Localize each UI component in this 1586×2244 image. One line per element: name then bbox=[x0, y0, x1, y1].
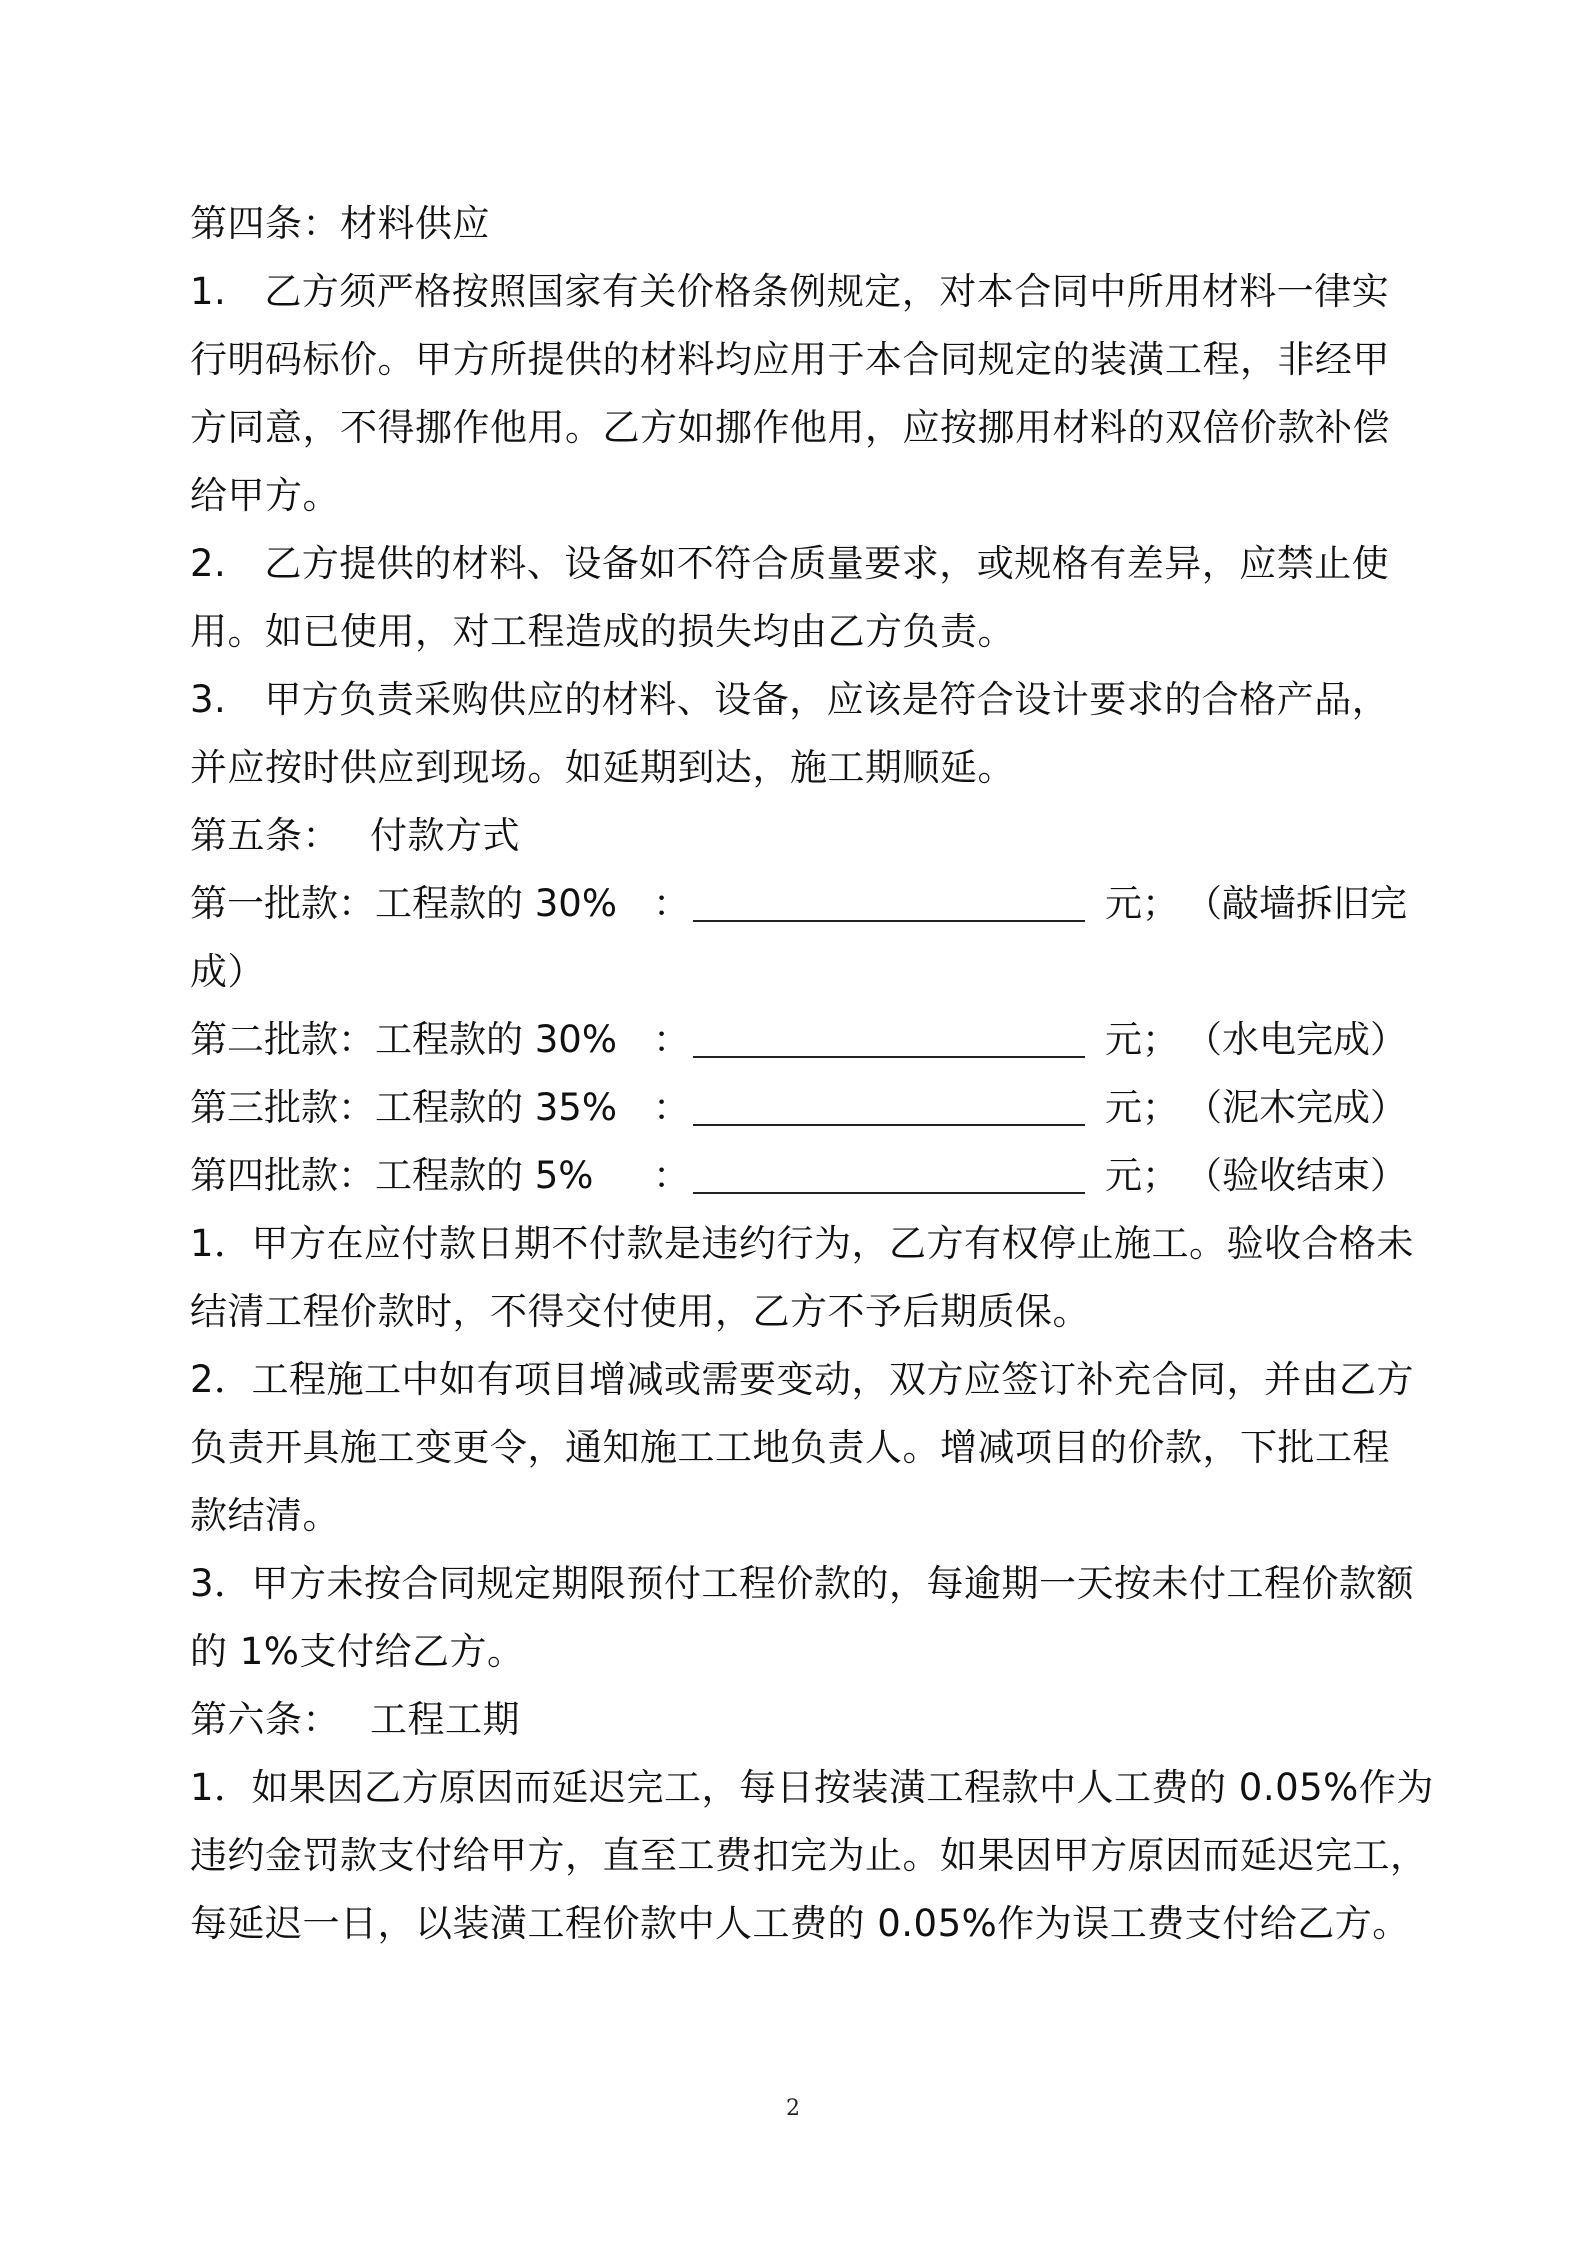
article-5-item-1-line-1: 1．甲方在应付款日期不付款是违约行为，乙方有权停止施工。验收合格未 bbox=[190, 1222, 1415, 1265]
payment-label: 第四批款：工程款的 5% bbox=[190, 1154, 594, 1197]
article-5-item-2-line-3: 款结清。 bbox=[190, 1494, 340, 1537]
payment-row-1-note-continued: 成） bbox=[190, 950, 265, 993]
payment-colon: ： bbox=[653, 1154, 690, 1197]
payment-row-2 bbox=[190, 1006, 1410, 1074]
article-6-heading-prefix: 第六条： bbox=[190, 1698, 340, 1741]
payment-colon: ： bbox=[653, 882, 690, 925]
payment-row-1 bbox=[190, 870, 1410, 938]
article-4-heading: 第四条：材料供应 bbox=[190, 202, 490, 245]
article-4-item-1-line-3: 方同意，不得挪作他用。乙方如挪作他用，应按挪用材料的双倍价款补偿 bbox=[190, 406, 1390, 449]
payment-note: （泥木完成） bbox=[1185, 1086, 1407, 1129]
article-5-heading-title: 付款方式 bbox=[370, 814, 520, 857]
item-number: 2. bbox=[190, 542, 227, 585]
article-5-item-2-line-1: 2．工程施工中如有项目增减或需要变动，双方应签订补充合同，并由乙方 bbox=[190, 1358, 1415, 1401]
payment-unit: 元； bbox=[1105, 1018, 1179, 1061]
payment-colon: ： bbox=[653, 1018, 690, 1061]
payment-colon: ： bbox=[653, 1086, 690, 1129]
article-5-item-2-line-2: 负责开具施工变更令，通知施工工地负责人。增减项目的价款，下批工程 bbox=[190, 1426, 1390, 1469]
payment-unit: 元； bbox=[1105, 1086, 1179, 1129]
payment-label: 第二批款：工程款的 30% bbox=[190, 1018, 617, 1061]
payment-note: （敲墙拆旧完 bbox=[1185, 882, 1407, 925]
payment-amount-blank[interactable] bbox=[693, 1056, 1085, 1058]
article-5-item-3-line-1: 3．甲方未按合同规定期限预付工程价款的，每逾期一天按未付工程价款额 bbox=[190, 1562, 1415, 1605]
article-4-item-3-line-1 bbox=[190, 666, 1410, 734]
payment-unit: 元； bbox=[1105, 1154, 1179, 1197]
article-6-item-1-line-1: 1．如果因乙方原因而延迟完工，每日按装潢工程款中人工费的 0.05%作为 bbox=[190, 1766, 1434, 1809]
payment-amount-blank[interactable] bbox=[693, 1192, 1085, 1194]
payment-note: （验收结束） bbox=[1185, 1154, 1407, 1197]
article-4-item-1-line-2: 行明码标价。甲方所提供的材料均应用于本合同规定的装潢工程，非经甲 bbox=[190, 338, 1390, 381]
article-5-item-3-line-2: 的 1%支付给乙方。 bbox=[190, 1630, 525, 1673]
article-6-item-1-line-3: 每延迟一日，以装潢工程价款中人工费的 0.05%作为误工费支付给乙方。 bbox=[190, 1902, 1410, 1945]
article-5-item-1-line-2: 结清工程价款时，不得交付使用，乙方不予后期质保。 bbox=[190, 1290, 1090, 1333]
item-text: 乙方须严格按照国家有关价格条例规定，对本合同中所用材料一律实 bbox=[264, 270, 1390, 313]
article-4-item-1-line-4: 给甲方。 bbox=[190, 474, 340, 517]
item-number: 1. bbox=[190, 270, 227, 313]
article-4-item-3-line-2: 并应按时供应到现场。如延期到达，施工期顺延。 bbox=[190, 746, 1015, 789]
item-number: 3. bbox=[190, 678, 227, 721]
article-5-heading-prefix: 第五条： bbox=[190, 814, 340, 857]
article-4-item-2-line-2: 用。如已使用，对工程造成的损失均由乙方负责。 bbox=[190, 610, 1015, 653]
article-6-item-1-line-2: 违约金罚款支付给甲方，直至工费扣完为止。如果因甲方原因而延迟完工， bbox=[190, 1834, 1428, 1877]
payment-label: 第三批款：工程款的 35% bbox=[190, 1086, 617, 1129]
item-text: 甲方负责采购供应的材料、设备，应该是符合设计要求的合格产品， bbox=[264, 678, 1390, 721]
payment-row-4 bbox=[190, 1142, 1410, 1210]
payment-amount-blank[interactable] bbox=[693, 920, 1085, 922]
page-number: 2 bbox=[786, 2096, 800, 2121]
contract-body bbox=[190, 190, 1434, 1958]
article-6-heading bbox=[190, 1686, 1410, 1754]
payment-amount-blank[interactable] bbox=[693, 1124, 1085, 1126]
payment-label: 第一批款：工程款的 30% bbox=[190, 882, 617, 925]
article-5-heading bbox=[190, 802, 1410, 870]
payment-row-3 bbox=[190, 1074, 1410, 1142]
payment-unit: 元； bbox=[1105, 882, 1179, 925]
payment-note: （水电完成） bbox=[1185, 1018, 1407, 1061]
article-6-heading-title: 工程工期 bbox=[370, 1698, 520, 1741]
article-4-item-1-line-1 bbox=[190, 258, 1410, 326]
article-4-item-2-line-1 bbox=[190, 530, 1410, 598]
item-text: 乙方提供的材料、设备如不符合质量要求，或规格有差异，应禁止使 bbox=[264, 542, 1390, 585]
